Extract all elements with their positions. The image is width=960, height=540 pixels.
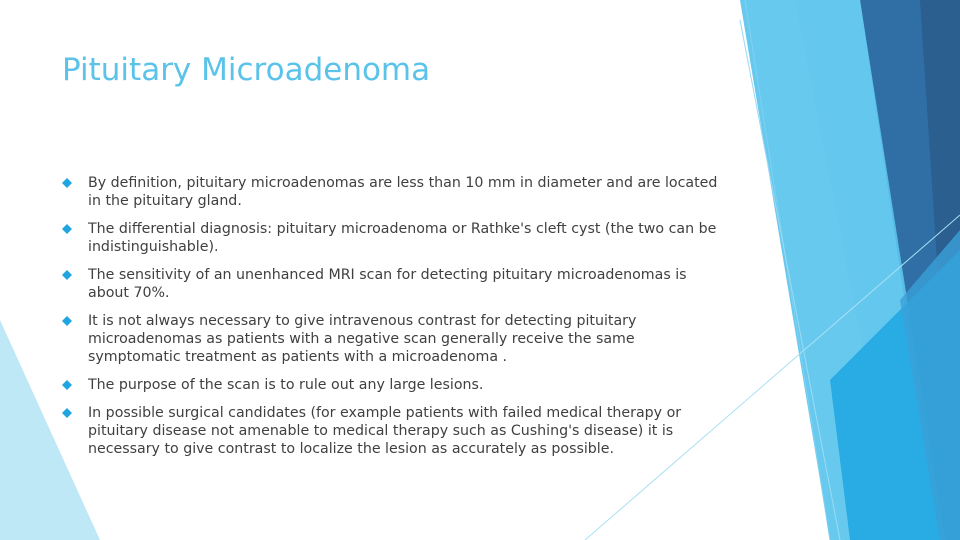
bullet-item <box>62 312 722 366</box>
bullet-item <box>62 404 722 458</box>
bullet-item <box>62 174 722 210</box>
bullet-text: In possible surgical candidates (for example patients with failed medical therapy or pituitary disease not amenable to medical therapy such as Cushing's disease) it is necessary to give contrast to localize the lesion as accurately as possible. <box>88 405 682 457</box>
bullet-text: The purpose of the scan is to rule out any large lesions. <box>88 377 484 393</box>
diamond-bullet-icon <box>62 316 72 326</box>
diamond-bullet-icon <box>62 224 72 234</box>
bullet-text: By definition, pituitary microadenomas are less than 10 mm in diameter and are located in the pituitary gland. <box>88 175 718 209</box>
diamond-bullet-icon <box>62 178 72 188</box>
diamond-bullet-icon <box>62 270 72 280</box>
bullet-item <box>62 376 722 394</box>
slide-title: Pituitary Microadenoma <box>62 52 431 88</box>
bullet-list <box>62 174 722 458</box>
bullet-item <box>62 266 722 302</box>
bullet-text: The differential diagnosis: pituitary microadenoma or Rathke's cleft cyst (the two can be indistinguishable). <box>88 221 717 255</box>
diamond-bullet-icon <box>62 380 72 390</box>
diamond-bullet-icon <box>62 408 72 418</box>
bullet-text: The sensitivity of an unenhanced MRI scan for detecting pituitary microadenomas is about 70%. <box>88 267 687 301</box>
bullet-item <box>62 220 722 256</box>
bullet-text: It is not always necessary to give intravenous contrast for detecting pituitary microadenomas as patients with a negative scan generally receive the same symptomatic treatment as patients with a microadenoma . <box>88 313 637 365</box>
